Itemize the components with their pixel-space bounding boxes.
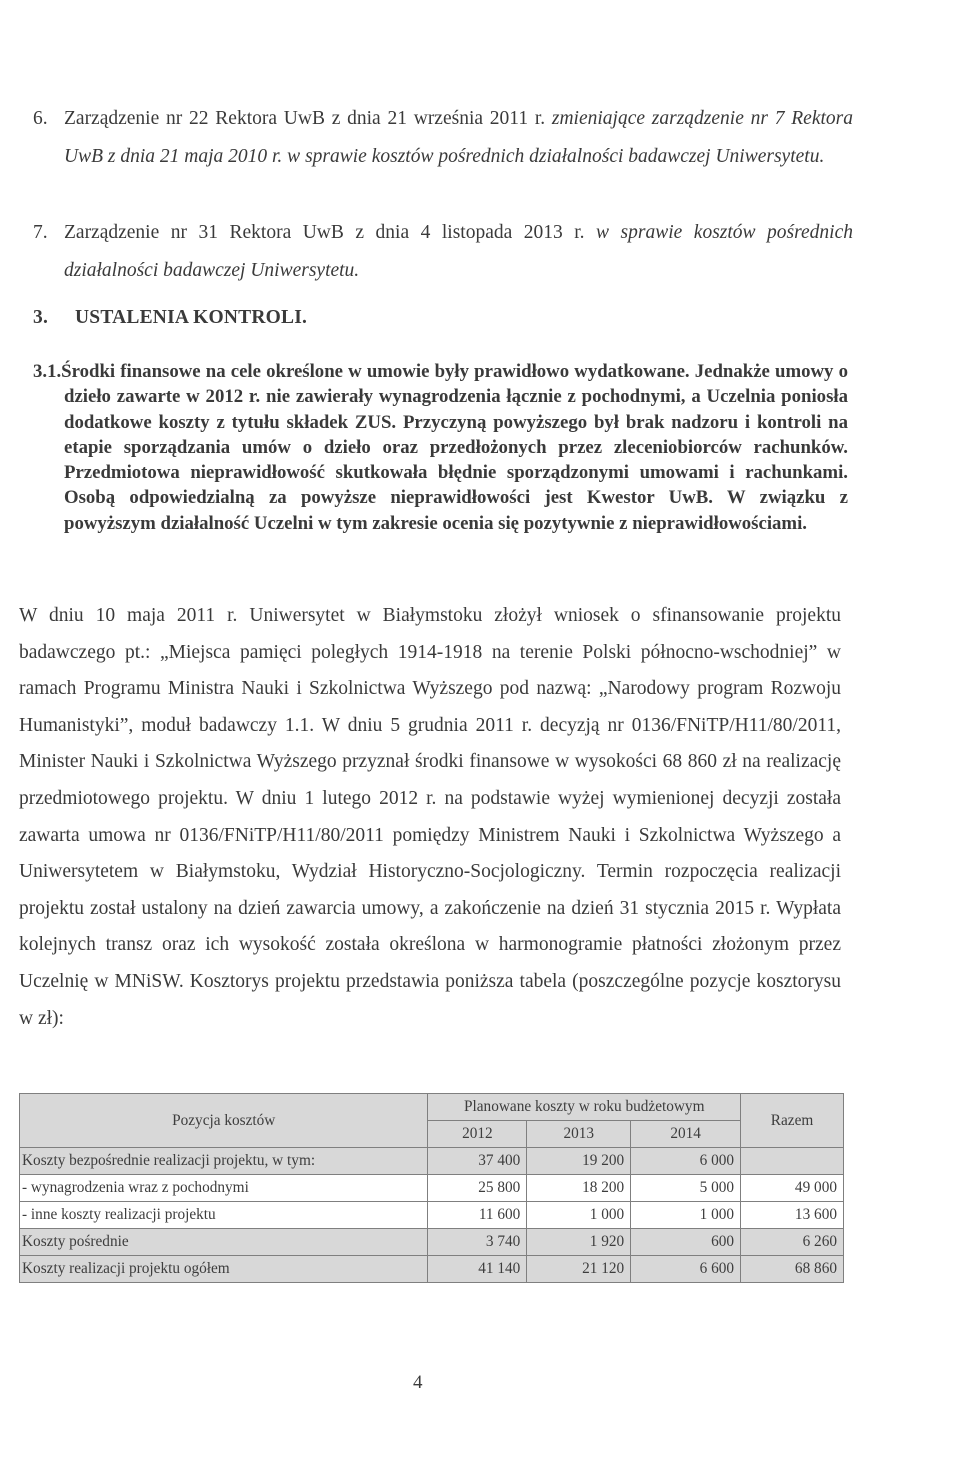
cell-2014: 6 000 [631, 1148, 741, 1175]
section-number: 3. [33, 307, 49, 328]
cell-2014: 600 [631, 1229, 741, 1256]
table-row [20, 1148, 844, 1175]
header-item: Pozycja kosztów [20, 1094, 428, 1148]
finding-text: Środki finansowe na cele określone w umowie były prawidłowo wydatkowane. Jednakże umowy o dzieło zawarte w 2012 r. nie zawierały wynagrodzenia łącznie z pochodnymi, a Uczelnia poniosła dodatkowe koszty z tytułu składek ZUS. Przyczyną powyższego był brak nadzoru i kontroli na etapie sporządzania umów o dzieło oraz przedłożonych przez zleceniobiorców rachunków. Przedmiotowa nieprawidłowość skutkowała błędnie sporządzonymi umowami i rachunkami. Osobą odpowiedzialną za powyższe nieprawidłowości jest Kwestor UwB. W związku z powyższym działalność Uczelni w tym zakresie ocenia się pozytywnie z nieprawidłowościami. [61, 361, 848, 534]
cell-2012: 25 800 [428, 1175, 527, 1202]
list-item-number: 7. [33, 222, 48, 243]
table-row [20, 1256, 844, 1283]
row-label: Koszty realizacji projektu ogółem [20, 1256, 428, 1283]
row-label: - wynagrodzenia wraz z pochodnymi [20, 1175, 428, 1202]
cell-2012: 11 600 [428, 1202, 527, 1229]
list-item-italic-text: w sprawie kosztów pośrednich działalności badawczej Uniwersytetu. [64, 222, 853, 281]
page-number: 4 [413, 1372, 423, 1393]
cell-2013: 19 200 [527, 1148, 631, 1175]
header-total: Razem [741, 1094, 844, 1148]
section-title: USTALENIA KONTROLI. [75, 307, 308, 328]
header-year: 2012 [428, 1121, 527, 1148]
table-row [20, 1229, 844, 1256]
section-heading [33, 307, 307, 329]
list-item-text: Zarządzenie nr 22 Rektora UwB z dnia 21 września 2011 r. [64, 108, 552, 129]
list-item-number: 6. [33, 108, 48, 129]
narrative-paragraph: W dniu 10 maja 2011 r. Uniwersytet w Białymstoku złożył wniosek o sfinansowanie projektu badawczego pt.: „Miejsca pamięci poległych 1914-1918 na terenie Polski północno-wschodniej” w ramach Programu Ministra Nauki i Szkolnictwa Wyższego pod nazwą: „Narodowy program Rozwoju Humanistyki”, moduł badawczy 1.1. W dniu 5 grudnia 2011 r. decyzją nr 0136/FNiTP/H11/80/2011, Minister Nauki i Szkolnictwa Wyższego przyznał środki finansowe w wysokości 68 860 zł na realizację przedmiotowego projektu. W dniu 1 lutego 2012 r. na podstawie wyżej wymienionej decyzji została zawarta umowa nr 0136/FNiTP/H11/80/2011 pomiędzy Ministrem Nauki i Szkolnictwa Wyższego a Uniwersytetem w Białymstoku, Wydział Historyczno-Socjologiczny. Termin rozpoczęcia realizacji projektu został ustalony na dzień zawarcia umowy, a zakończenie na dzień 31 stycznia 2015 r. Wypłata kolejnych transz oraz ich wysokość została określona w harmonogramie płatności złożonym przez Uczelnię w MNiSW. Kosztorys projektu przedstawia poniższa tabela (poszczególne pozycje kosztorysu w zł): [19, 605, 841, 1029]
cell-2013: 18 200 [527, 1175, 631, 1202]
list-item-6 [33, 100, 853, 176]
list-item-italic-text: zmieniające zarządzenie nr 7 Rektora UwB z dnia 21 maja 2010 r. w sprawie kosztów pośrednich działalności badawczej Uniwersytetu. [64, 108, 853, 167]
header-year: 2014 [631, 1121, 741, 1148]
cell-2013: 21 120 [527, 1256, 631, 1283]
cell-2012: 41 140 [428, 1256, 527, 1283]
cell-total: 6 260 [741, 1229, 844, 1256]
cell-2013: 1 000 [527, 1202, 631, 1229]
cell-2014: 5 000 [631, 1175, 741, 1202]
cell-2014: 1 000 [631, 1202, 741, 1229]
cell-2012: 37 400 [428, 1148, 527, 1175]
list-item-body [64, 214, 853, 290]
header-year: 2013 [527, 1121, 631, 1148]
cell-total: 68 860 [741, 1256, 844, 1283]
cost-table [19, 1093, 844, 1283]
cell-total: 13 600 [741, 1202, 844, 1229]
row-label: Koszty pośrednie [20, 1229, 428, 1256]
cell-2012: 3 740 [428, 1229, 527, 1256]
finding-paragraph [33, 359, 848, 536]
header-planned: Planowane koszty w roku budżetowym [428, 1094, 741, 1121]
cell-total [741, 1148, 844, 1175]
row-label: - inne koszty realizacji projektu [20, 1202, 428, 1229]
table-row [20, 1175, 844, 1202]
table-row [20, 1202, 844, 1229]
list-item-text: Zarządzenie nr 31 Rektora UwB z dnia 4 listopada 2013 r. [64, 222, 597, 243]
finding-number: 3.1. [33, 361, 62, 382]
row-label: Koszty bezpośrednie realizacji projektu, w tym: [20, 1148, 428, 1175]
cell-total: 49 000 [741, 1175, 844, 1202]
cell-2013: 1 920 [527, 1229, 631, 1256]
list-item-7 [33, 214, 853, 290]
list-item-body [64, 100, 853, 176]
cell-2014: 6 600 [631, 1256, 741, 1283]
